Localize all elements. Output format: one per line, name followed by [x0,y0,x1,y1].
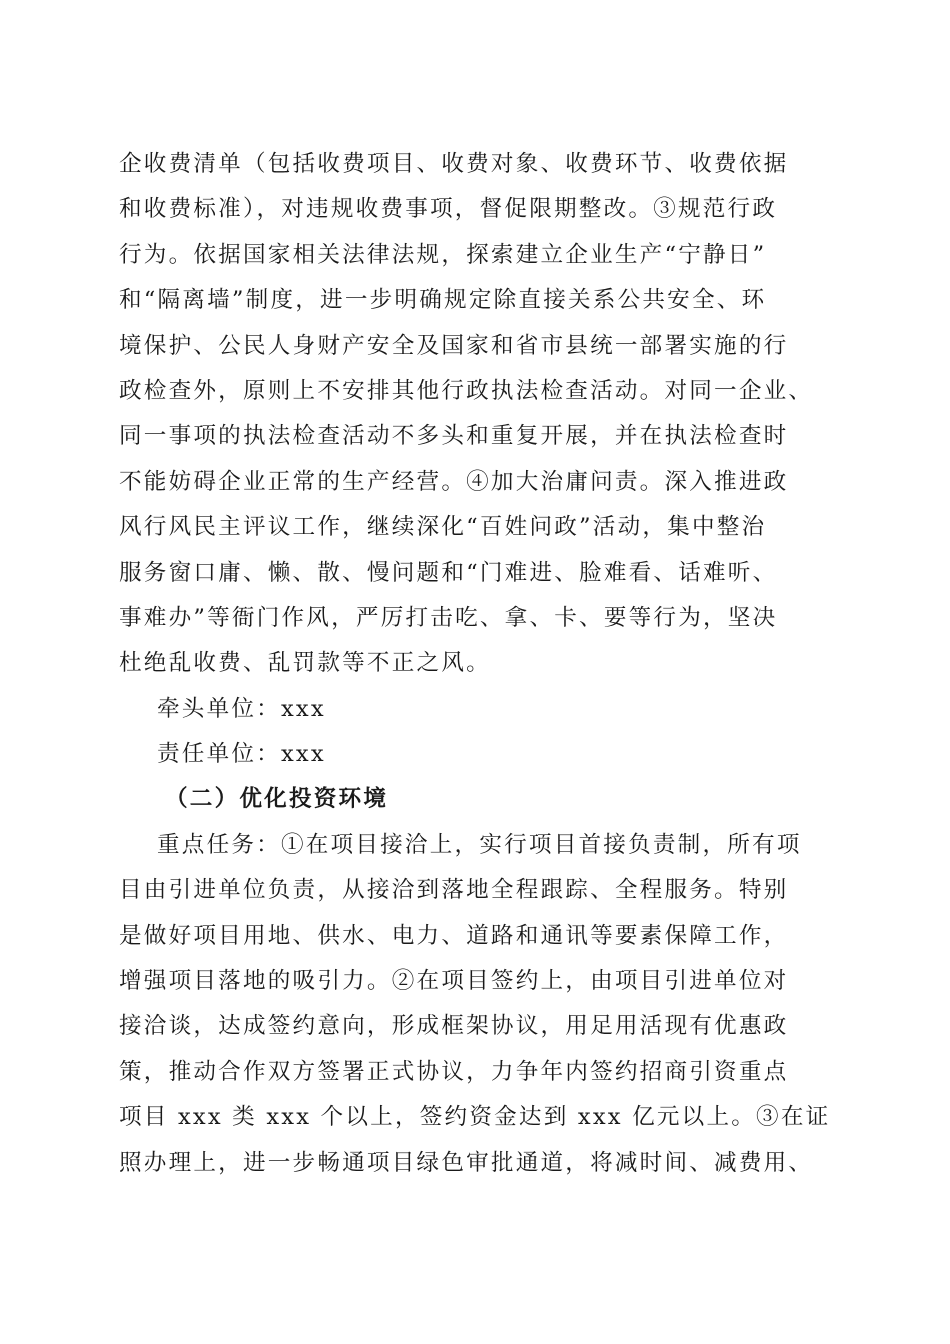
paragraph-line: 和收费标准），对违规收费事项，督促限期整改。③规范行政 [119,196,778,223]
document-body [119,142,839,1186]
paragraph-line: 服务窗口庸、懒、散、慢问题和“门难进、脸难看、话难听、 [119,559,778,586]
paragraph-line: 目由引进单位负责，从接洽到落地全程跟踪、全程服务。特别 [119,877,789,904]
paragraph-line: 照办理上，进一步畅通项目绿色审批通道，将减时间、减费用、 [119,1149,814,1176]
paragraph-line: 是做好项目用地、供水、电力、道路和通讯等要素保障工作， [119,922,789,949]
paragraph-line: 事难办”等衙门作风，严厉打击吃、拿、卡、要等行为，坚决 [119,604,778,631]
paragraph-line: 增强项目落地的吸引力。②在项目签约上，由项目引进单位对 [119,968,789,995]
paragraph-line: 杜绝乱收费、乱罚款等不正之风。 [119,650,491,677]
paragraph-line: 项目 xxx 类 xxx 个以上，签约资金达到 xxx 亿元以上。③在证 [119,1104,831,1131]
paragraph-line: 境保护、公民人身财产安全及国家和省市县统一部署实施的行 [119,332,789,359]
paragraph-line: 接洽谈，达成签约意向，形成框架协议，用足用活现有优惠政 [119,1013,789,1040]
paragraph-line: 和“隔离墙”制度，进一步明确规定除直接关系公共安全、环 [119,287,767,314]
paragraph-line: 不能妨碍企业正常的生产经营。④加大治庸问责。深入推进政 [119,468,789,495]
paragraph-line: 企收费清单（包括收费项目、收费对象、收费环节、收费依据 [119,151,789,177]
paragraph-line: 同一事项的执法检查活动不多头和重复开展，并在执法检查时 [119,423,789,450]
paragraph-line: 行为。依据国家相关法律法规，探索建立企业生产“宁静日” [119,241,767,268]
paragraph-line: 牵头单位：xxx [157,695,326,722]
paragraph-line: 风行风民主评议工作，继续深化“百姓问政”活动，集中整治 [119,514,767,541]
paragraph-line: 责任单位：xxx [157,741,326,768]
section-heading: （二）优化投资环境 [165,786,389,813]
paragraph-line: 政检查外，原则上不安排其他行政执法检查活动。对同一企业、 [119,377,814,404]
paragraph-line: 重点任务：①在项目接洽上，实行项目首接负责制，所有项 [157,831,802,858]
paragraph-line: 策，推动合作双方签署正式协议，力争年内签约招商引资重点 [119,1058,789,1085]
